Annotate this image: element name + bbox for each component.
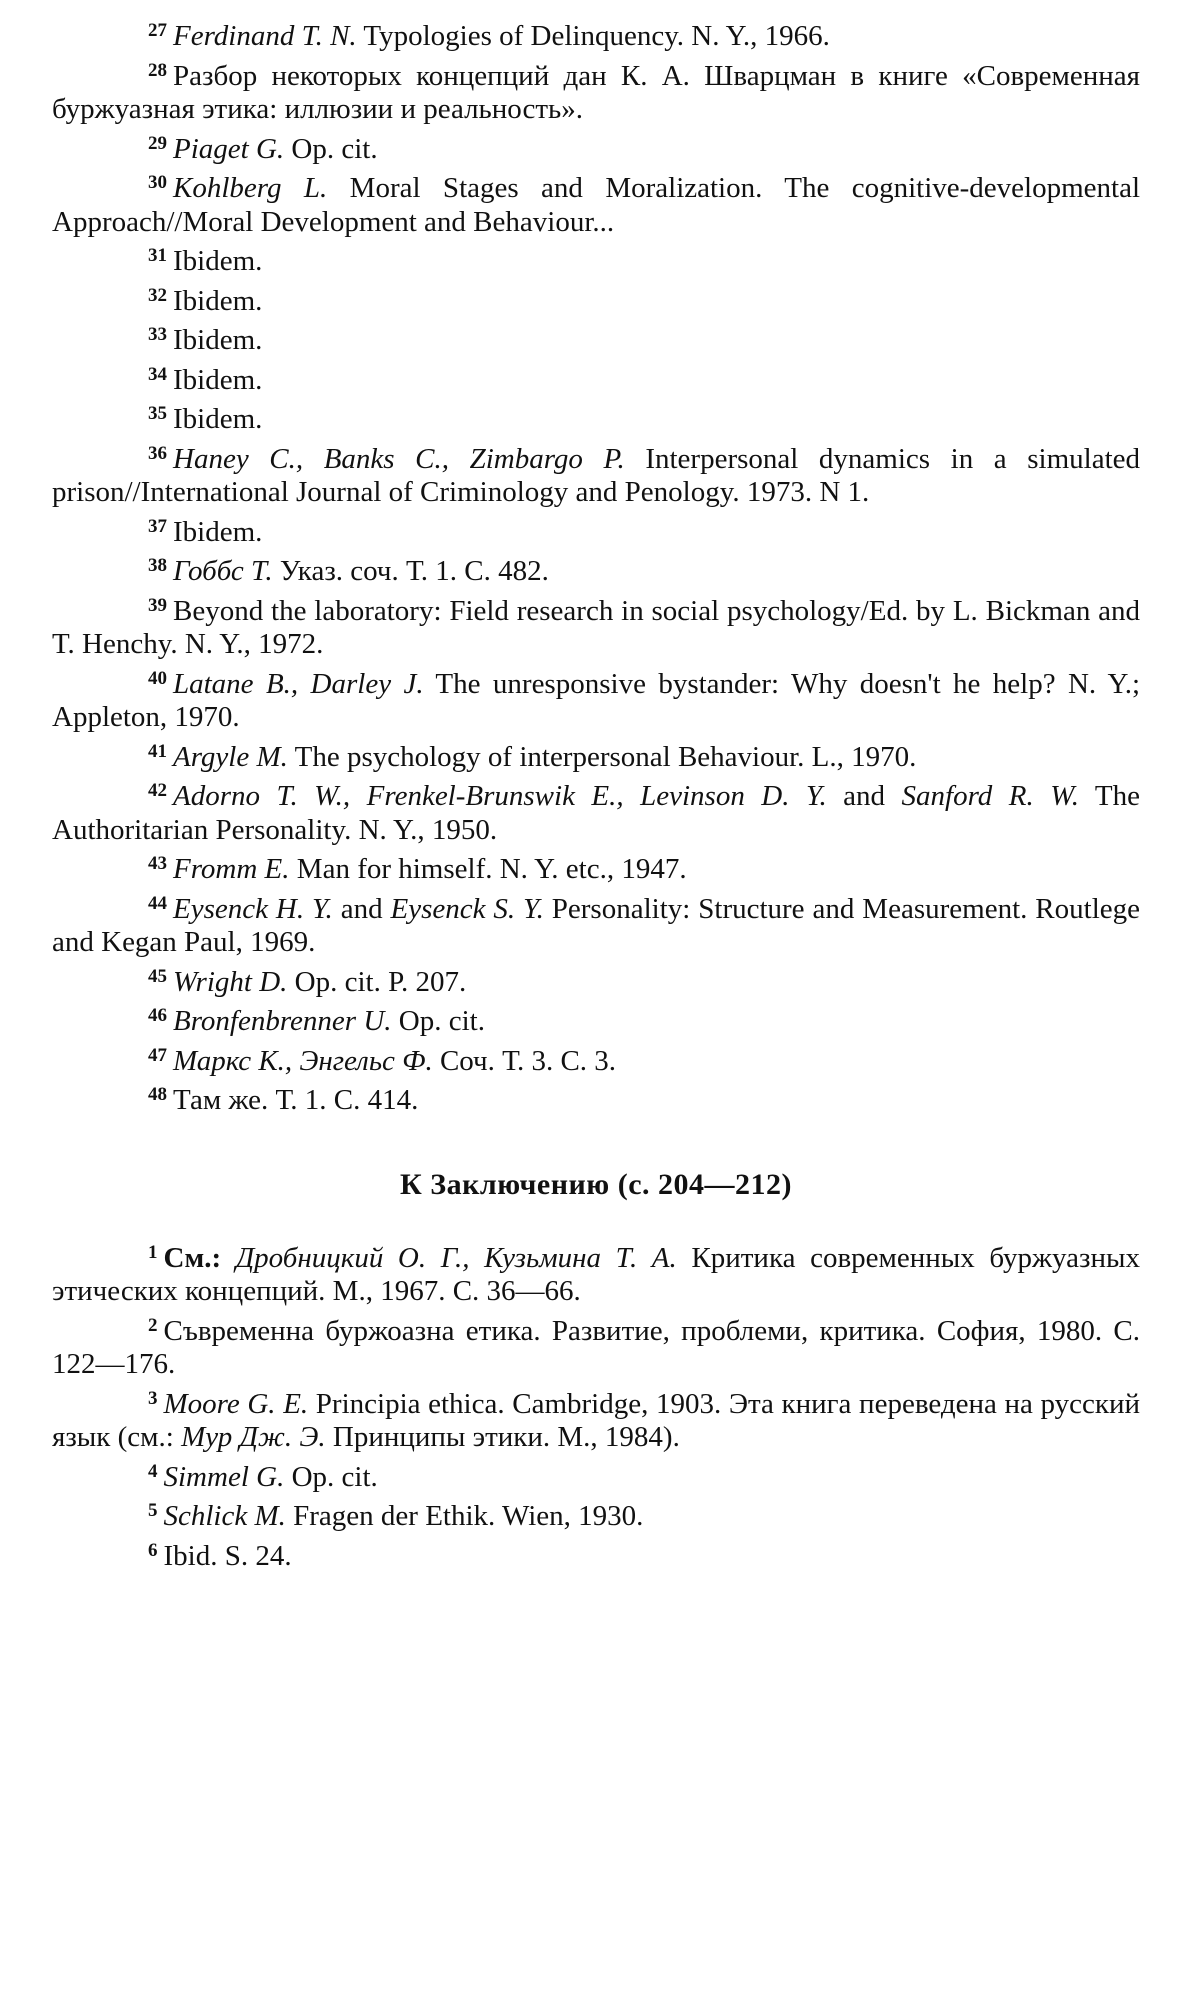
footnote [52, 1309, 1140, 1382]
footnote-text: and [332, 892, 391, 925]
footnote-author: Sanford R. W. [901, 780, 1079, 812]
footnote-author: Piaget G. [173, 132, 285, 165]
footnote [52, 358, 1140, 398]
footnote-number: 3 [148, 1387, 158, 1409]
footnote-number: 5 [148, 1500, 158, 1521]
footnote-text: Ibidem. [173, 324, 263, 356]
footnote-author: Гоббс Т. [173, 555, 273, 587]
footnote-text: Ibid. S. 24. [163, 1539, 292, 1572]
footnote-number: 39 [148, 594, 167, 616]
footnote-text: Принципы этики. М., 1984). [325, 1421, 680, 1453]
footnote-author: Latane B., Darley J. [173, 667, 424, 700]
footnotes-part-2 [52, 1236, 1140, 1574]
footnotes-part-1 [52, 14, 1140, 1118]
footnote-number: 42 [148, 780, 167, 801]
footnote-text: The unresponsive bystander: Why doesn't he help? N. Y.; Appleton, 1970. [52, 667, 1141, 733]
footnote [52, 1382, 1140, 1455]
footnote-text: Соч. Т. 3. С. 3. [432, 1044, 617, 1077]
footnote-text: Beyond the laboratory: Field research in social psychology/Ed. by L. Bickman and T. Henchy. N. Y., 1972. [52, 594, 1140, 660]
footnote-author: Haney C., Banks C., Zimbargo P. [173, 442, 625, 475]
footnote [52, 999, 1140, 1039]
footnote-text: Там же. Т. 1. С. 414. [173, 1084, 419, 1116]
footnote-text: Op. cit. P. 207. [287, 965, 467, 998]
footnote [52, 437, 1140, 510]
footnote-number: 41 [148, 740, 167, 762]
footnote-text: Разбор некоторых концепций дан К. А. Шварцман в книге «Современная буржуазная этика: иллюзии и реальность». [52, 59, 1140, 125]
footnote-text: Ibidem. [173, 284, 263, 317]
footnote-text: Ibidem. [173, 245, 263, 277]
footnote [52, 1455, 1140, 1495]
footnote-text: Op. cit. [391, 1005, 485, 1037]
footnote-text: Ibidem. [173, 515, 263, 548]
footnote [52, 1534, 1140, 1574]
footnote [52, 239, 1140, 279]
footnote-number: 35 [148, 403, 167, 424]
footnote [52, 54, 1140, 127]
footnote-author: Moore G. E. [163, 1387, 309, 1420]
footnote-number: 46 [148, 1005, 167, 1026]
footnote-number: 4 [148, 1460, 158, 1482]
footnote-number: 6 [148, 1539, 158, 1561]
footnote [52, 1236, 1140, 1309]
footnote-author: Simmel G. [163, 1460, 285, 1493]
footnote-author: Adorno T. W., Frenkel-Brunswik E., Levinson D. Y. [173, 780, 827, 812]
footnote-text: and [826, 780, 902, 812]
footnote [52, 127, 1140, 167]
footnote-lead: См.: [163, 1241, 236, 1274]
footnote-text: Interpersonal dynamics in a simulated prison//International Journal of Criminology and Penology. 1973. N 1. [52, 442, 1140, 508]
footnote [52, 279, 1140, 319]
footnote-number: 27 [148, 20, 167, 41]
footnote-number: 33 [148, 324, 167, 345]
footnote-number: 31 [148, 245, 167, 266]
footnote [52, 1078, 1140, 1118]
footnote [52, 960, 1140, 1000]
footnote [52, 166, 1140, 239]
footnote-text: Ibidem. [173, 363, 263, 396]
footnote [52, 549, 1140, 589]
footnote-number: 43 [148, 853, 167, 874]
footnote-text: Typologies of Delinquency. N. Y., 1966. [356, 20, 830, 52]
footnote-text: Fragen der Ethik. Wien, 1930. [285, 1500, 644, 1532]
footnote [52, 14, 1140, 54]
footnote [52, 662, 1140, 735]
footnote-author: Eysenck H. Y. [173, 892, 333, 925]
footnote-text: Moral Stages and Moralization. The cognitive-developmental Approach//Moral Development and Behaviour... [52, 172, 1141, 238]
footnote-number: 37 [148, 515, 167, 537]
footnote-text: Указ. соч. Т. 1. С. 482. [272, 555, 549, 587]
footnote [52, 887, 1140, 960]
section-heading: К Заключению (с. 204—212) [399, 1167, 792, 1201]
footnote-author: Schlick M. [163, 1500, 286, 1532]
footnote-number: 45 [148, 965, 167, 987]
footnote-number: 38 [148, 555, 167, 576]
footnote-text: Съвременна буржоазна етика. Развитие, проблеми, критика. София, 1980. С. 122—176. [52, 1314, 1140, 1380]
footnote [52, 510, 1140, 550]
footnote-number: 2 [148, 1314, 158, 1336]
footnote-text: Personality: Structure and Measurement. Routlege and Kegan Paul, 1969. [52, 892, 1141, 958]
footnote-text: Op. cit. [284, 132, 378, 165]
footnote-number: 32 [148, 284, 167, 306]
footnote-text: The Authoritarian Personality. N. Y., 1950. [52, 780, 1141, 846]
footnote [52, 847, 1140, 887]
footnote-author: Fromm E. [173, 853, 290, 885]
footnote-author: Argyle M. [173, 740, 288, 773]
footnote-author: Мур Дж. Э. [181, 1421, 326, 1453]
footnote-author: Bronfenbrenner U. [173, 1005, 392, 1037]
footnote [52, 397, 1140, 437]
footnote-text: Ibidem. [173, 403, 263, 435]
footnote-number: 48 [148, 1084, 167, 1105]
footnote-number: 47 [148, 1044, 167, 1066]
footnote-text: Man for himself. N. Y. etc., 1947. [289, 853, 687, 885]
footnote-author: Wright D. [173, 965, 288, 998]
footnote-author: Дробницкий О. Г., Кузьмина Т. А. [235, 1241, 677, 1274]
footnote [52, 1039, 1140, 1079]
footnote-number: 28 [148, 59, 167, 81]
footnote-number: 29 [148, 132, 167, 154]
footnote-author: Маркс К., Энгельс Ф. [173, 1044, 433, 1077]
footnote [52, 318, 1140, 358]
footnote-number: 36 [148, 442, 167, 464]
footnote-author: Eysenck S. Y. [390, 892, 544, 925]
footnote-number: 40 [148, 667, 167, 689]
footnote [52, 1494, 1140, 1534]
footnote-number: 34 [148, 363, 167, 385]
footnote-number: 30 [148, 172, 167, 193]
footnote [52, 589, 1140, 662]
footnote-text: Op. cit. [284, 1460, 378, 1493]
footnote-number: 1 [148, 1241, 158, 1263]
footnote-text: Критика современных буржуазных этических концепций. М., 1967. С. 36—66. [52, 1241, 1140, 1307]
footnote-text: The psychology of interpersonal Behaviour. L., 1970. [287, 740, 917, 773]
footnote-number: 44 [148, 892, 167, 914]
footnote-author: Kohlberg L. [173, 172, 328, 204]
footnote-text: Principia ethica. Cambridge, 1903. Эта книга переведена на русский язык (см.: [52, 1387, 1140, 1453]
footnote [52, 774, 1140, 847]
footnote-author: Ferdinand T. N. [173, 20, 357, 52]
footnote [52, 735, 1140, 775]
